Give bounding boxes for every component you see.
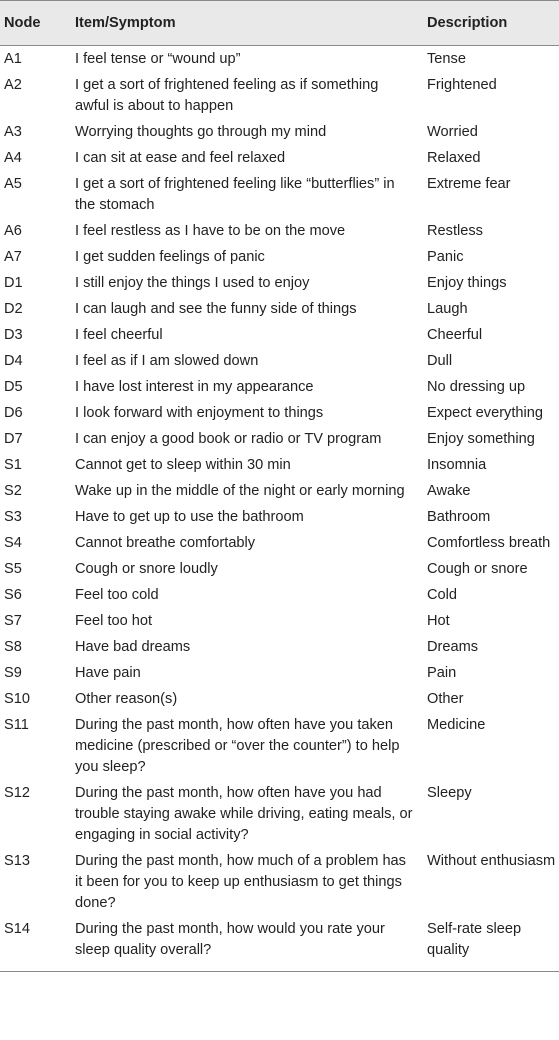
cell-item: I can enjoy a good book or radio or TV program: [75, 431, 382, 447]
cell-item: I still enjoy the things I used to enjoy: [75, 275, 310, 291]
column-header-item: Item/Symptom: [72, 1, 423, 46]
column-header-node: Node: [0, 1, 72, 46]
cell-item: Feel too hot: [75, 613, 153, 629]
cell-node: S10: [4, 691, 30, 707]
cell-description: Self-rate sleep quality: [423, 916, 559, 972]
table-row: [0, 660, 559, 686]
cell-item: Wake up in the middle of the night or early morning: [75, 483, 405, 499]
cell-item: Cannot breathe comfortably: [75, 535, 256, 551]
cell-item: Other reason(s): [75, 691, 178, 707]
cell-item: I get a sort of frightened feeling as if something awful is about to happen: [75, 77, 379, 114]
table-row: [0, 712, 559, 780]
cell-item: Have bad dreams: [75, 639, 191, 655]
cell-node: A7: [4, 249, 22, 265]
table-row: [0, 916, 559, 972]
table-row: [0, 72, 559, 119]
cell-description: Extreme fear: [427, 176, 511, 192]
cell-description: Comfortless breath: [427, 535, 551, 551]
cell-node: D6: [4, 405, 23, 421]
cell-node: A3: [4, 124, 22, 140]
cell-node: A6: [4, 223, 22, 239]
cell-node: A5: [4, 176, 22, 192]
cell-node: A4: [4, 150, 22, 166]
cell-node: D5: [4, 379, 23, 395]
cell-item: During the past month, how would you rate your sleep quality overall?: [72, 916, 423, 972]
cell-description: Cold: [427, 587, 458, 603]
cell-item: I get sudden feelings of panic: [75, 249, 265, 265]
cell-item: During the past month, how often have you had trouble staying awake while driving, eating meals, or engaging in social activity?: [75, 785, 413, 843]
cell-item: I feel restless as I have to be on the move: [75, 223, 346, 239]
cell-description: Dreams: [427, 639, 479, 655]
column-header-description: Description: [423, 1, 559, 46]
cell-description: Cough or snore: [427, 561, 528, 577]
cell-item: Have to get up to use the bathroom: [75, 509, 304, 525]
cell-description: Laugh: [427, 301, 468, 317]
cell-description: Dull: [427, 353, 453, 369]
cell-node: S2: [4, 483, 22, 499]
cell-item: Cannot get to sleep within 30 min: [75, 457, 291, 473]
table-row: [0, 296, 559, 322]
cell-node: S6: [4, 587, 22, 603]
cell-description: Frightened: [427, 77, 497, 93]
table-header: [0, 1, 559, 46]
table-row: [0, 848, 559, 916]
table-row: [0, 608, 559, 634]
cell-description: Tense: [427, 51, 466, 67]
cell-node: A2: [4, 77, 22, 93]
table-row: [0, 582, 559, 608]
cell-description: Expect everything: [427, 405, 544, 421]
cell-description: Restless: [427, 223, 483, 239]
cell-node: D2: [4, 301, 23, 317]
table-row: [0, 686, 559, 712]
cell-description: Pain: [427, 665, 457, 681]
cell-item: Feel too cold: [75, 587, 159, 603]
cell-description: Panic: [427, 249, 464, 265]
table-header-row: [0, 1, 559, 46]
cell-description: Cheerful: [427, 327, 483, 343]
cell-node: D7: [4, 431, 23, 447]
table-row: [0, 171, 559, 218]
cell-description: Other: [427, 691, 464, 707]
cell-node: S5: [4, 561, 22, 577]
cell-node: S12: [4, 785, 30, 801]
cell-description: Enjoy something: [427, 431, 535, 447]
cell-node: S4: [4, 535, 22, 551]
cell-node: S8: [4, 639, 22, 655]
cell-description: Medicine: [427, 717, 486, 733]
cell-node: S13: [4, 853, 30, 869]
cell-description: Sleepy: [427, 785, 472, 801]
table-row: [0, 400, 559, 426]
table-row: [0, 504, 559, 530]
table-row: [0, 452, 559, 478]
table-row: [0, 270, 559, 296]
cell-description: Bathroom: [427, 509, 491, 525]
cell-node: D4: [4, 353, 23, 369]
table-row: [0, 46, 559, 73]
cell-item: During the past month, how much of a problem has it been for you to keep up enthusiasm to get things done?: [75, 853, 406, 911]
table-row: [0, 348, 559, 374]
table-row: [0, 634, 559, 660]
cell-description: Relaxed: [427, 150, 481, 166]
cell-item: I have lost interest in my appearance: [75, 379, 314, 395]
cell-node: D1: [4, 275, 23, 291]
cell-description: Worried: [427, 124, 478, 140]
cell-node: S14: [0, 916, 72, 972]
cell-description: Enjoy things: [427, 275, 507, 291]
cell-node: A1: [4, 51, 22, 67]
cell-item: I can sit at ease and feel relaxed: [75, 150, 286, 166]
cell-description: No dressing up: [427, 379, 526, 395]
cell-node: S11: [4, 717, 29, 733]
cell-item: Cough or snore loudly: [75, 561, 218, 577]
cell-description: Insomnia: [427, 457, 487, 473]
table-row: [0, 145, 559, 171]
cell-node: S3: [4, 509, 22, 525]
cell-item: I get a sort of frightened feeling like “butterflies” in the stomach: [75, 176, 395, 213]
table-row: [0, 244, 559, 270]
table-row: [0, 374, 559, 400]
cell-node: S9: [4, 665, 22, 681]
table-row: [0, 119, 559, 145]
cell-item: I look forward with enjoyment to things: [75, 405, 324, 421]
table-row: [0, 530, 559, 556]
table-row: [0, 426, 559, 452]
table-row: [0, 322, 559, 348]
cell-description: Without enthusiasm: [427, 853, 556, 869]
cell-item: Have pain: [75, 665, 141, 681]
table-row: [0, 780, 559, 848]
cell-description: Awake: [427, 483, 471, 499]
cell-item: During the past month, how often have you taken medicine (prescribed or “over the counter”) to help you sleep?: [75, 717, 400, 775]
cell-node: D3: [4, 327, 23, 343]
cell-description: Hot: [427, 613, 450, 629]
cell-node: S1: [4, 457, 22, 473]
cell-item: I feel cheerful: [75, 327, 163, 343]
cell-item: Worrying thoughts go through my mind: [75, 124, 327, 140]
table-row: [0, 556, 559, 582]
cell-item: I can laugh and see the funny side of things: [75, 301, 357, 317]
table-row: [0, 218, 559, 244]
cell-node: S7: [4, 613, 22, 629]
cell-item: I feel as if I am slowed down: [75, 353, 259, 369]
table-body: [0, 46, 559, 972]
cell-item: I feel tense or “wound up”: [75, 51, 241, 67]
table-row: [0, 478, 559, 504]
